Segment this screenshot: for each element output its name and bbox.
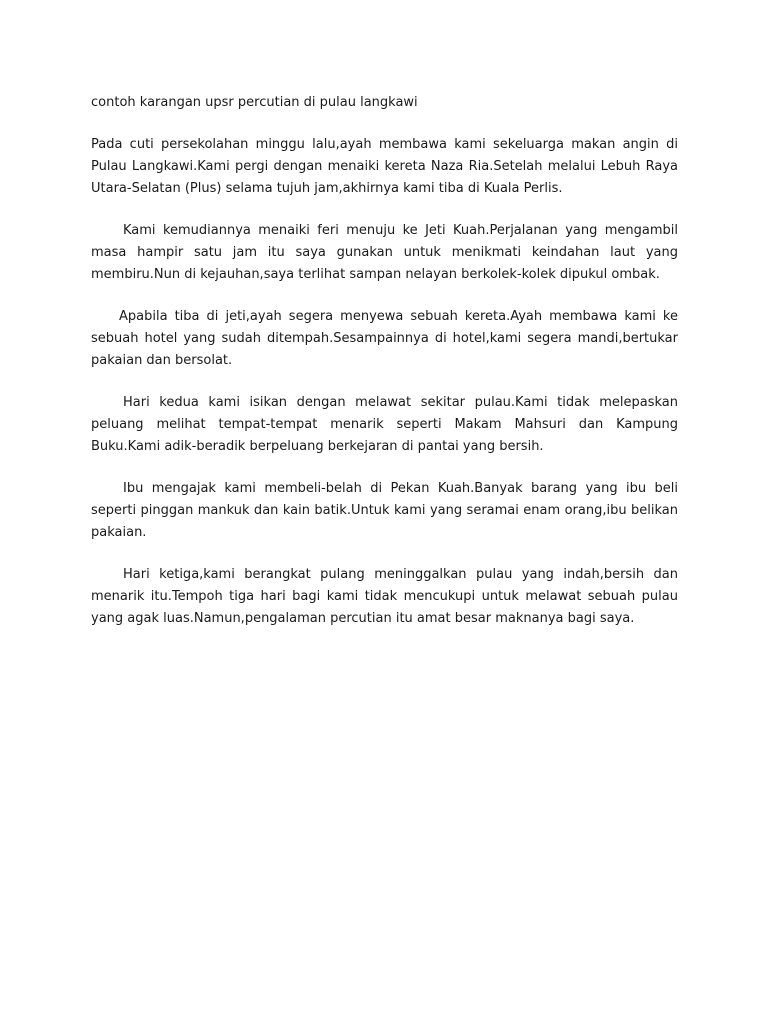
document-body — [91, 92, 678, 650]
paragraph: Pada cuti persekolahan minggu lalu,ayah membawa kami sekeluarga makan angin di Pulau Langkawi.Kami pergi dengan menaiki kereta Naza Ria.Setelah melalui Lebuh Raya Utara-Selatan (Plus) selama tujuh jam,akhirnya kami tiba di Kuala Perlis. — [91, 137, 678, 196]
document-title: contoh karangan upsr percutian di pulau langkawi — [91, 95, 418, 110]
paragraph: Ibu mengajak kami membeli-belah di Pekan Kuah.Banyak barang yang ibu beli seperti pinggan mankuk dan kain batik.Untuk kami yang seramai enam orang,ibu belikan pakaian. — [91, 481, 678, 540]
paragraph: Hari ketiga,kami berangkat pulang meninggalkan pulau yang indah,bersih dan menarik itu.Tempoh tiga hari bagi kami tidak mencukupi untuk melawat sebuah pulau yang agak luas.Namun,pengalaman percutian itu amat besar maknanya bagi saya. — [91, 567, 678, 626]
paragraph: Hari kedua kami isikan dengan melawat sekitar pulau.Kami tidak melepaskan peluang melihat tempat-tempat menarik seperti Makam Mahsuri dan Kampung Buku.Kami adik-beradik berpeluang berkejaran di pantai yang bersih. — [91, 395, 678, 454]
paragraph: Kami kemudiannya menaiki feri menuju ke Jeti Kuah.Perjalanan yang mengambil masa hampir satu jam itu saya gunakan untuk menikmati keindahan laut yang membiru.Nun di kejauhan,saya terlihat sampan nelayan berkolek-kolek dipukul ombak. — [91, 223, 678, 282]
paragraph: Apabila tiba di jeti,ayah segera menyewa sebuah kereta.Ayah membawa kami ke sebuah hotel yang sudah ditempah.Sesampainnya di hotel,kami segera mandi,bertukar pakaian dan bersolat. — [91, 309, 678, 368]
